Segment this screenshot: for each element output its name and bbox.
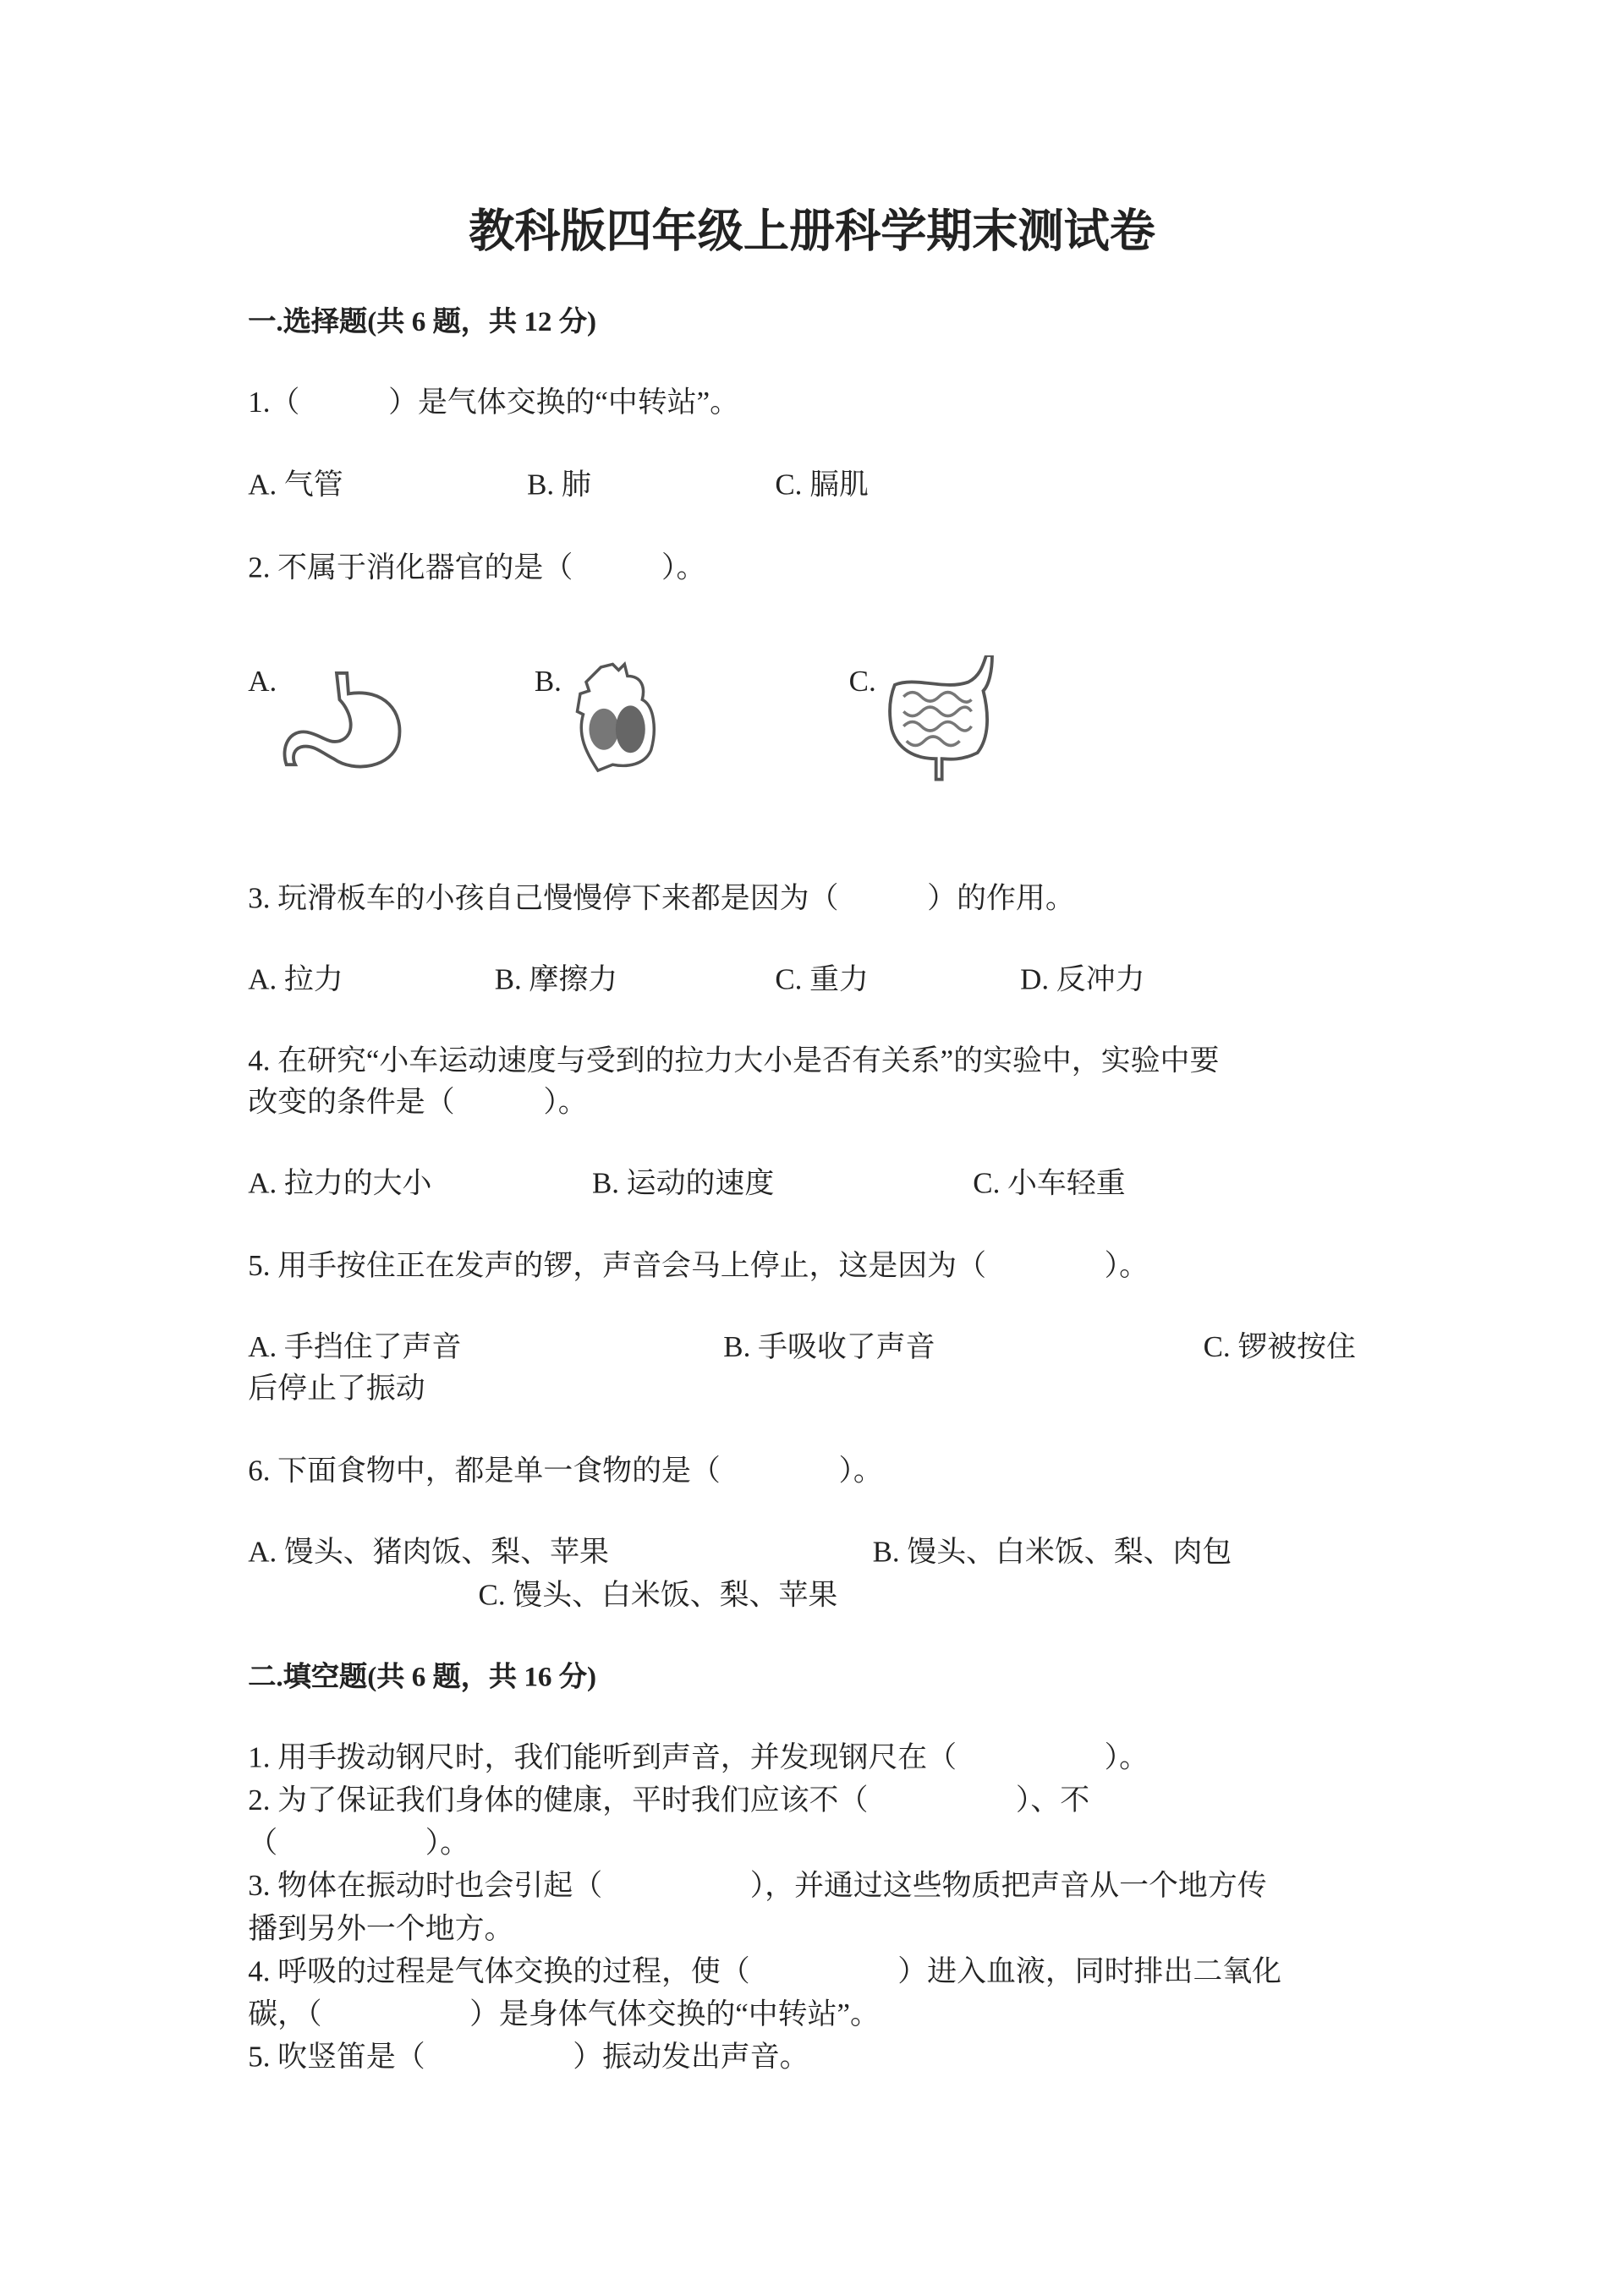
q5-option-c-continued: 后停止了振动	[248, 1373, 425, 1406]
q3-option-c: C. 重力	[775, 963, 869, 997]
fill-blank-line: 1. 用手拨动钢尺时，我们能听到声音，并发现钢尺在（ ）。	[248, 1741, 1149, 1775]
page-title: 教科版四年级上册科学期末测试卷	[469, 205, 1155, 257]
heart-image	[568, 661, 672, 774]
q4-option-b: B. 运动的速度	[591, 1167, 775, 1201]
q2-option-b: B.	[534, 666, 562, 699]
section-2-heading: 二.填空题(共 6 题，共 16 分)	[248, 1662, 597, 1694]
q6-option-c: C. 馒头、白米饭、梨、苹果	[478, 1579, 838, 1613]
question-6: 6. 下面食物中，都是单一食物的是（ ）。	[248, 1455, 883, 1488]
q1-option-b: B. 肺	[527, 469, 591, 502]
q3-option-a: A. 拉力	[248, 963, 343, 997]
fill-blank-line: 2. 为了保证我们身体的健康，平时我们应该不（ ）、不	[248, 1784, 1090, 1817]
question-2: 2. 不属于消化器官的是（ ）。	[248, 551, 706, 585]
q1-option-a: A. 气管	[248, 469, 343, 502]
question-4-line-2: 改变的条件是（ ）。	[248, 1086, 588, 1120]
q5-option-c: C. 锣被按住	[1203, 1331, 1356, 1364]
fill-blank-line: （ ）。	[248, 1827, 470, 1860]
fill-blank-line: 5. 吹竖笛是（ ）振动发出声音。	[248, 2041, 809, 2074]
section-1-heading: 一.选择题(共 6 题，共 12 分)	[248, 307, 597, 338]
q6-option-b: B. 馒头、白米饭、梨、肉包	[872, 1537, 1232, 1570]
q2-option-c: C.	[848, 666, 876, 699]
q6-option-a: A. 馒头、猪肉饭、梨、苹果	[248, 1537, 609, 1570]
fill-blank-line: 3. 物体在振动时也会引起（ ），并通过这些物质把声音从一个地方传	[248, 1870, 1267, 1903]
q3-option-b: B. 摩擦力	[494, 963, 618, 997]
q3-option-d: D. 反冲力	[1020, 963, 1145, 997]
question-5: 5. 用手按住正在发声的锣，声音会马上停止，这是因为（ ）。	[248, 1250, 1149, 1283]
question-3: 3. 玩滑板车的小孩自己慢慢停下来都是因为（ ）的作用。	[248, 882, 1075, 916]
intestines-image	[886, 655, 996, 782]
q1-option-c: C. 膈肌	[775, 469, 869, 502]
fill-blank-line: 碳，（ ）是身体气体交换的“中转站”。	[248, 1998, 880, 2031]
question-4-line-1: 4. 在研究“小车运动速度与受到的拉力大小是否有关系”的实验中，实验中要	[248, 1044, 1220, 1078]
q2-option-a: A.	[248, 666, 277, 699]
fill-blank-line: 播到另外一个地方。	[248, 1913, 514, 1946]
question-1: 1.（ ）是气体交换的“中转站”。	[248, 386, 740, 419]
q4-option-c: C. 小车轻重	[973, 1167, 1126, 1201]
q4-option-a: A. 拉力的大小	[248, 1167, 432, 1201]
fill-blank-line: 4. 呼吸的过程是气体交换的过程，使（ ）进入血液，同时排出二氧化	[248, 1955, 1282, 1989]
q5-option-a: A. 手挡住了声音	[248, 1331, 462, 1364]
q5-option-b: B. 手吸收了声音	[723, 1331, 935, 1364]
stomach-image	[281, 667, 414, 778]
